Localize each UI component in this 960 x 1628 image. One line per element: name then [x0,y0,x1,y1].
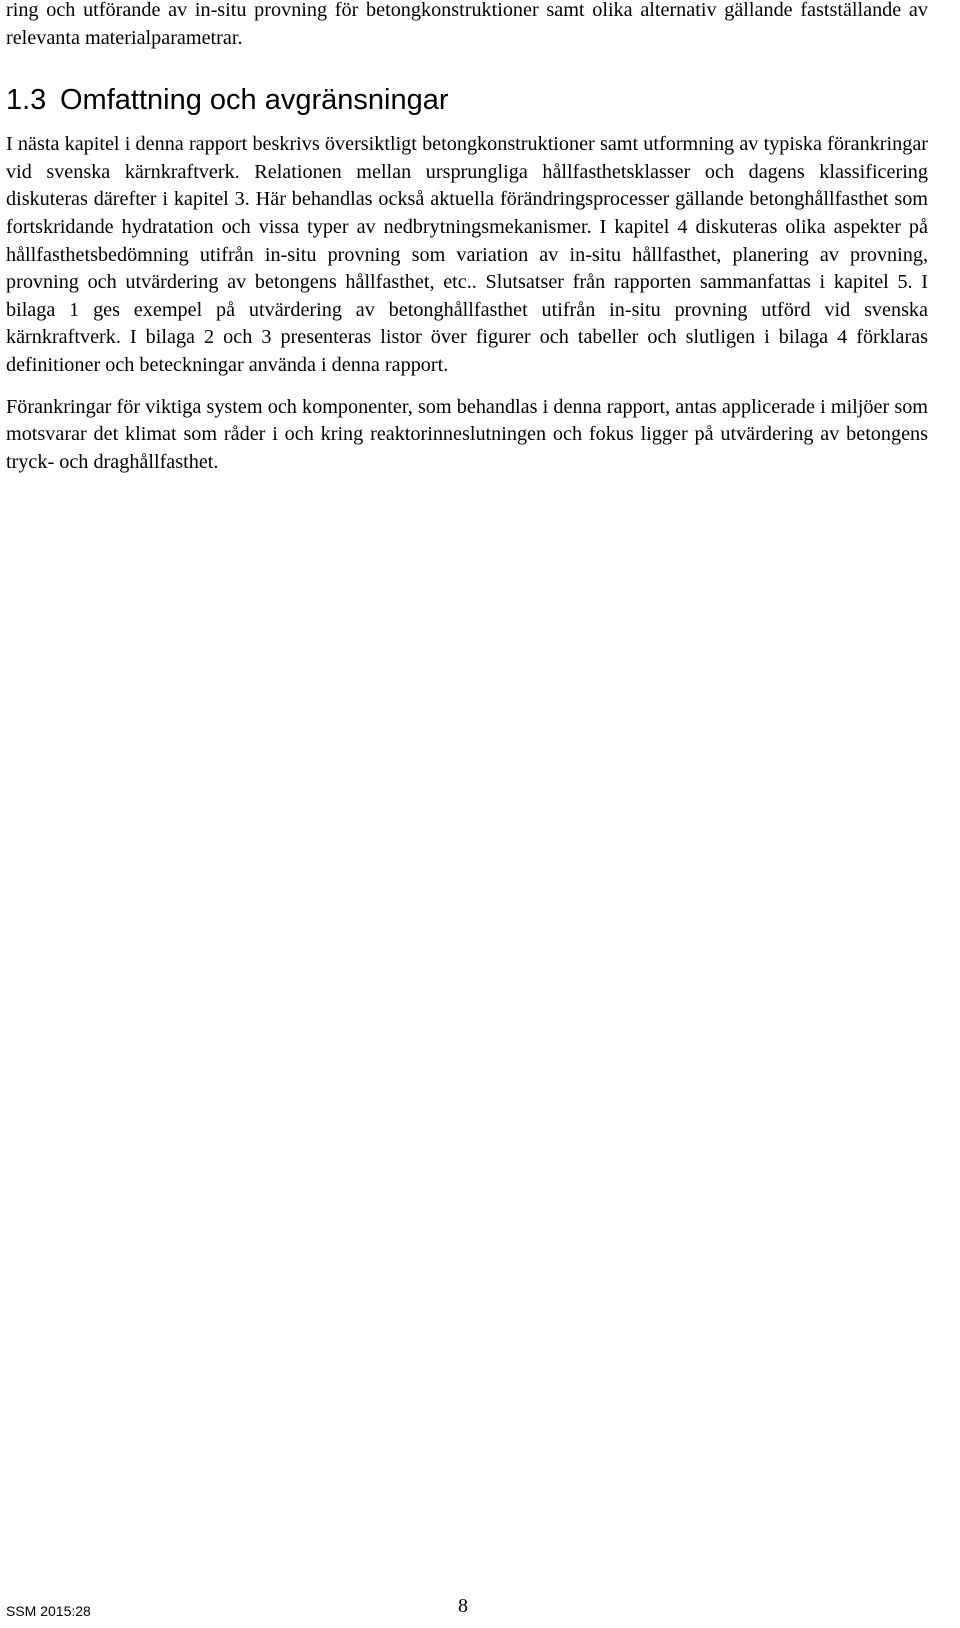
footer-page-number: 8 [458,1595,468,1617]
document-page [6,0,928,476]
section-title: Omfattning och avgränsningar [60,84,449,117]
section-heading [6,82,928,118]
section-number: 1.3 [6,84,47,117]
footer-report-id: SSM 2015:28 [6,1603,91,1619]
body-paragraph-2: Förankringar för viktiga system och komponenter, som behandlas i denna rapport, antas applicerade i miljöer som motsvarar det klimat som råder i och kring reaktorinneslutningen och fokus ligger på utvärdering av betongens tryck- och draghållfasthet. [6,395,928,473]
lead-paragraph: ring och utförande av in-situ provning för betongkonstruktioner samt olika alternativ gällande fastställande av relevanta materialparametrar. [6,0,928,49]
body-paragraph-1: I nästa kapitel i denna rapport beskrivs översiktligt betongkonstruktioner samt utformning av typiska förankringar vid svenska kärnkraftverk. Relationen mellan ursprungliga hållfasthetsklasser och dagens klassificering diskuteras därefter i kapitel 3. Här behandlas också aktuella förändringsprocesser gällande betonghållfasthet som fortskridande hydratation och vissa typer av nedbrytningsmekanismer. I kapitel 4 diskuteras olika aspekter på hållfasthetsbedömning utifrån in-situ provning som variation av in-situ hållfasthet, planering av provning, provning och utvärdering av betongens hållfasthet, etc.. Slutsatser från rapporten sammanfattas i kapitel 5. I bilaga 1 ges exempel på utvärdering av betonghållfasthet utifrån in-situ provning utförd vid svenska kärnkraftverk. I bilaga 2 och 3 presenteras listor över figurer och tabeller och slutligen i bilaga 4 förklaras definitioner och beteckningar använda i denna rapport. [6,133,928,376]
